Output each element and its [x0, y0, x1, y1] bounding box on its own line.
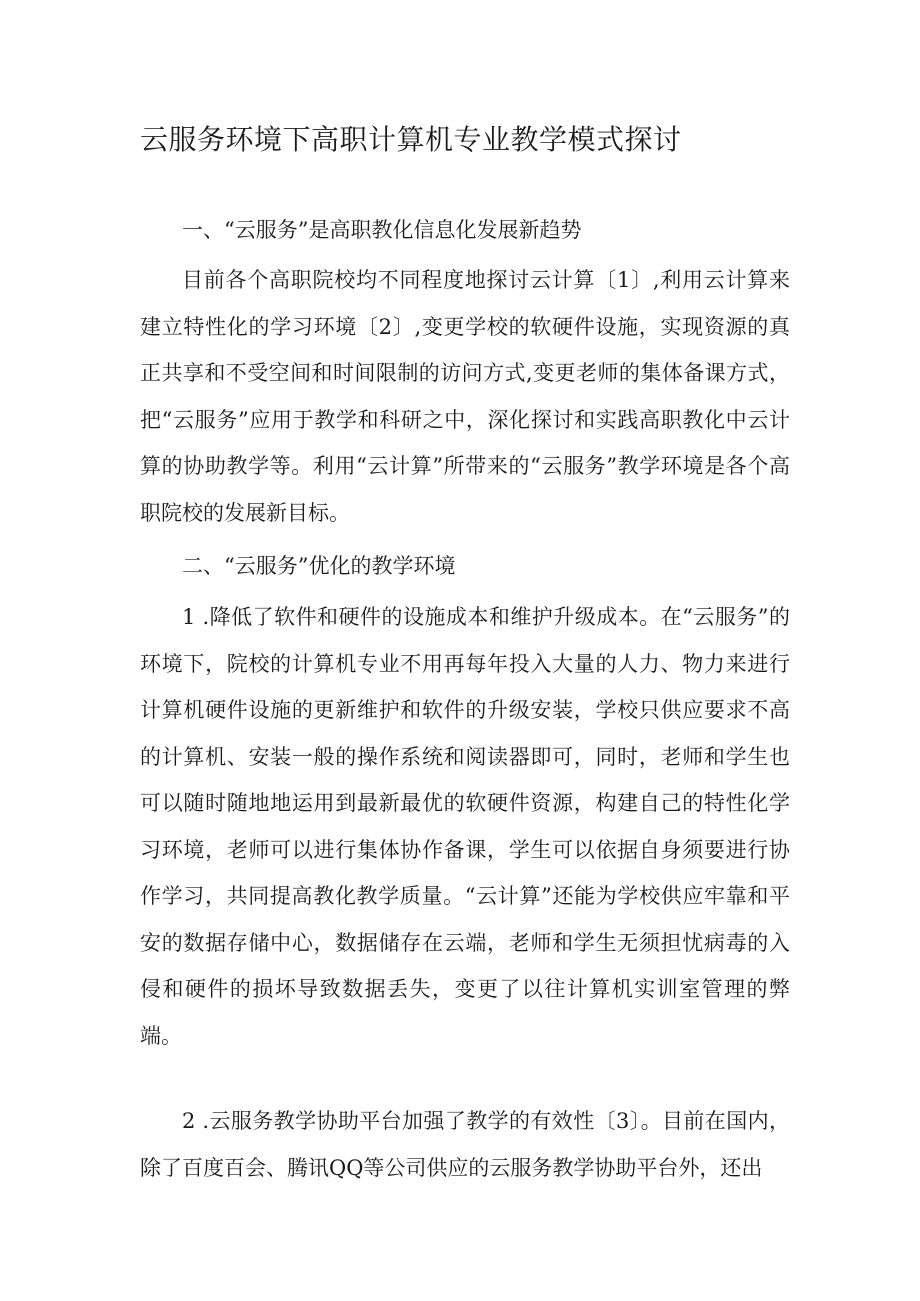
section-heading-1: 一、“云服务”是高职教化信息化发展新趋势: [182, 218, 582, 242]
section-1-paragraph-1: 目前各个高职院校均不同程度地探讨云计算〔1〕,利用云计算来建立特性化的学习环境〔2〕,变更学校的软硬件设施，实现资源的真正共享和不受空间和时间限制的访问方式,变更老师的集体备课方式，把“云服务”应用于教学和科研之中，深化探讨和实践高职教化中云计算的协助教学等。利用“云计算”所带来的“云服务”教学环境是各个高职院校的发展新目标。: [140, 268, 790, 525]
section-heading-2: 二、“云服务”优化的教学环境: [182, 554, 456, 578]
section-2-paragraph-1: 1 .降低了软件和硬件的设施成本和维护升级成本。在“云服务”的环境下，院校的计算机专业不用再每年投入大量的人力、物力来进行计算机硬件设施的更新维护和软件的升级安装，学校只供应要求不高的计算机、安装一般的操作系统和阅读器即可，同时，老师和学生也可以随时随地地运用到最新最优的软硬件资源，构建自己的特性化学习环境，老师可以进行集体协作备课，学生可以依据自身须要进行协作学习，共同提高教化教学质量。“云计算”还能为学校供应牢靠和平安的数据存储中心，数据储存在云端，老师和学生无须担忧病毒的入侵和硬件的损坏导致数据丢失，变更了以往计算机实训室管理的弊端。: [140, 605, 790, 1048]
document-title: 云服务环境下高职计算机专业教学模式探讨: [140, 123, 682, 156]
section-2-paragraph-2: 2 .云服务教学协助平台加强了教学的有效性〔3〕。目前在国内，除了百度百会、腾讯QQ等公司供应的云服务教学协助平台外，还出: [140, 1109, 790, 1180]
